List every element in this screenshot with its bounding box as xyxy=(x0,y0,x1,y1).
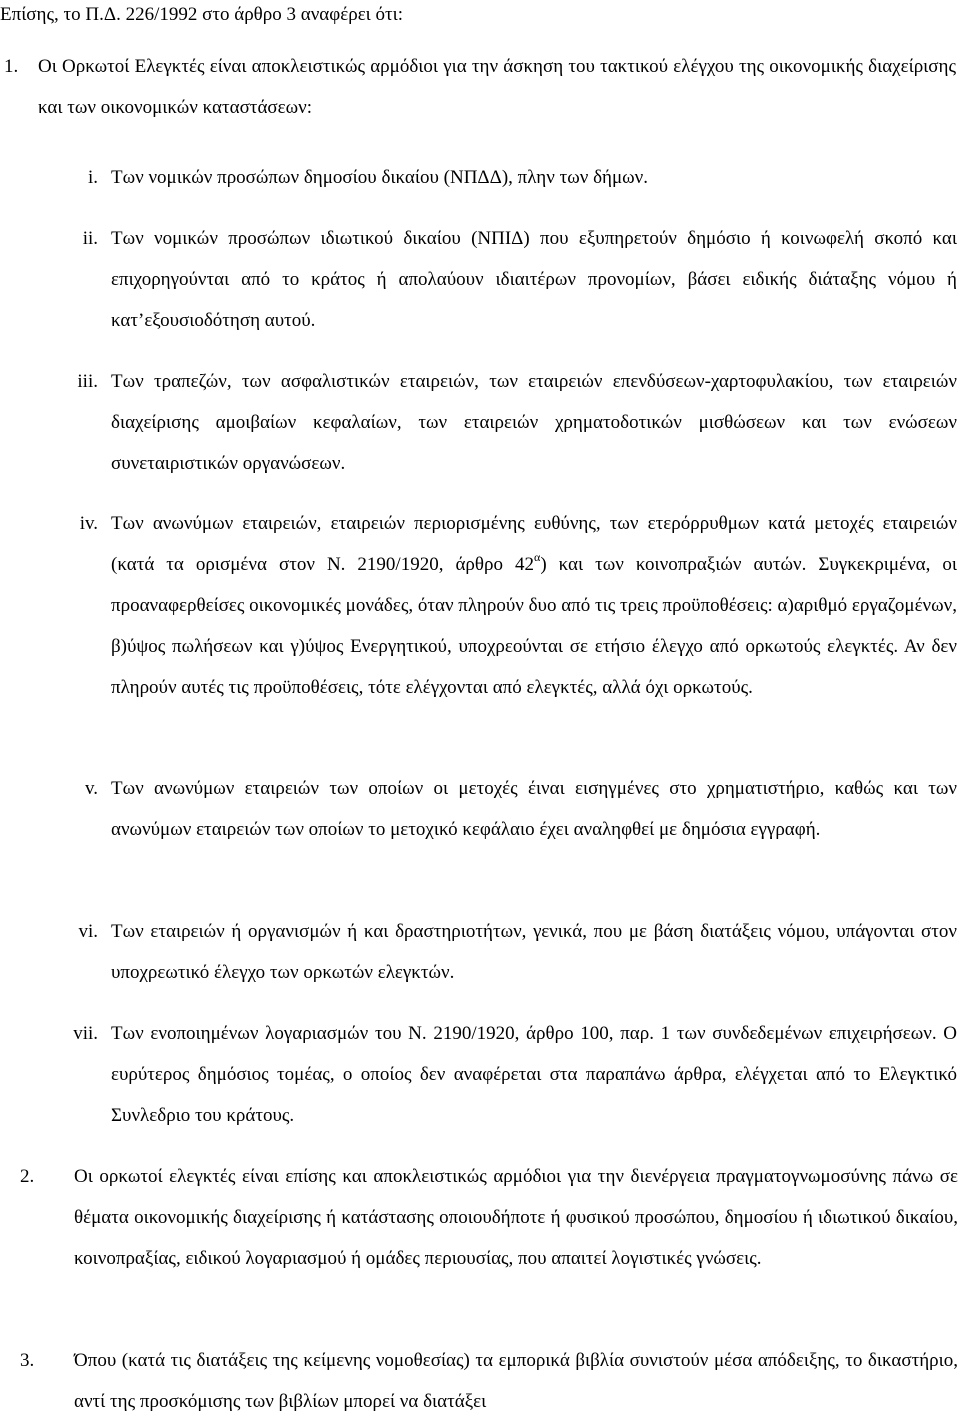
sub-item-i xyxy=(0,157,960,198)
sub-item-marker: vii. xyxy=(73,1023,98,1044)
list-item-text: Όπου (κατά τις διατάξεις της κείμενης νομοθεσίας) τα εμπορικά βιβλία συνιστούν μέσα απόδειξης, το δικαστήριο, αντί της προσκόμισης των βιβλίων μπορεί να διατάξει xyxy=(74,1350,958,1412)
list-item-text: Οι Ορκωτοί Ελεγκτές είναι αποκλειστικώς αρμόδιοι για την άσκηση του τακτικού ελέγχου της οικονομικής διαχείρισης και των οικονομικών καταστάσεων: xyxy=(38,56,956,118)
sub-item-v xyxy=(0,768,960,891)
sub-item-marker: ii. xyxy=(82,228,98,249)
sub-item-text: Των ενοποιημένων λογαριασμών του Ν. 2190/1920, άρθρο 100, παρ. 1 των συνδεδεμένων επιχειρήσεων. Ο ευρύτερος δημόσιος τομέας, ο οποίος δεν αναφέρεται στα παραπάνω άρθρα, ελέγχεται από το Ελεγκτικό Συνλεδριο του κράτους. xyxy=(111,1023,957,1126)
sub-item-text-part: Των ανωνύμων εταιρειών, εταιρειών περιορισμένης ευθύνης, των ετερόρρυθμων κατά μετοχές εταιρειών (κατά τα ορισμένα στον Ν. 2190/1920, άρθρο 42 xyxy=(111,513,957,575)
sub-item-ii xyxy=(0,218,960,341)
sub-item-text: Των τραπεζών, των ασφαλιστικών εταιρειών, των εταιρειών επενδύσεων-χαρτοφυλακίου, των εταιρειών διαχείρισης αμοιβαίων κεφαλαίων, των εταιρειών χρηματοδοτικών μισθώσεων και των ενώσεων συνεταιριστικών οργανώσεων. xyxy=(111,371,957,474)
intro-paragraph: Επίσης, το Π.Δ. 226/1992 στο άρθρο 3 αναφέρει ότι: xyxy=(0,4,404,25)
sub-item-iv xyxy=(0,503,960,749)
list-marker: 2. xyxy=(20,1166,35,1187)
sub-item-text: Των νομικών προσώπων ιδιωτικού δικαίου (ΝΠΙΔ) που εξυπηρετούν δημόσιο ή κοινωφελή σκοπό και επιχορηγούνται από το κράτος ή απολαύουν ιδιαιτέρων προνομίων, βάσει ειδικής διάταξης νόμου ή κατ’εξουσιοδότηση αυτού. xyxy=(111,228,957,331)
list-marker: 1. xyxy=(4,56,19,77)
sub-item-text xyxy=(111,503,957,708)
sub-item-marker: v. xyxy=(84,778,98,799)
sub-item-marker: i. xyxy=(87,167,98,188)
sub-item-text-part: ) και των κοινοπραξιών αυτών. Συγκεκριμένα, οι προαναφερθείσες οικονομικές μονάδες, όταν πληρούν δυο από τις τρεις προϋποθέσεις: α)αριθμό εργαζομένων, β)ύψος πωλήσεων και γ)ύψος Ενεργητικού, υποχρεούνται σε ετήσιο έλεγχο από ορκωτούς ελεγκτές. Αν δεν πληρούν αυτές τις προϋποθέσεις, τότε ελέγχονται από ελεγκτές, αλλά όχι ορκωτούς. xyxy=(111,554,957,698)
sub-item-iii xyxy=(0,361,960,484)
list-item-1 xyxy=(0,46,960,128)
list-item-text: Οι ορκωτοί ελεγκτές είναι επίσης και αποκλειστικώς αρμόδιοι για την διενέργεια πραγματογνωμοσύνης πάνω σε θέματα οικονομικής διαχείρισης ή κατάστασης οποιουδήποτε ή φυσικού προσώπου, δημοσίου ή ιδιωτικού δικαίου, κοινοπραξίας, ειδικού λογαριασμού ή ομάδες περιουσίας, που απαιτεί λογιστικές γνώσεις. xyxy=(74,1166,958,1269)
sub-item-marker: iv. xyxy=(79,513,98,534)
sub-item-vii xyxy=(0,1013,960,1136)
sub-item-text: Των εταιρειών ή οργανισμών ή και δραστηριοτήτων, γενικά, που με βάση διατάξεις νόμου, υπάγονται στον υποχρεωτικό έλεγχο των ορκωτών ελεγκτών. xyxy=(111,921,957,983)
list-item-2 xyxy=(0,1156,960,1320)
sub-item-text: Των νομικών προσώπων δημοσίου δικαίου (ΝΠΔΔ), πλην των δήμων. xyxy=(111,167,648,188)
list-item-3 xyxy=(0,1340,960,1422)
sub-item-vi xyxy=(0,911,960,993)
sub-item-text: Των ανωνύμων εταιρειών των οποίων οι μετοχές έιναι εισηγμένες στο χρηματιστήριο, καθώς και των ανωνύμων εταιρειών των οποίων το μετοχικό κεφάλαιο έχει αναληφθεί με δημόσια εγγραφή. xyxy=(111,778,957,840)
superscript-alpha: α xyxy=(534,550,541,564)
sub-item-marker: vi. xyxy=(78,921,98,942)
sub-item-marker: iii. xyxy=(77,371,98,392)
list-marker: 3. xyxy=(20,1350,35,1371)
